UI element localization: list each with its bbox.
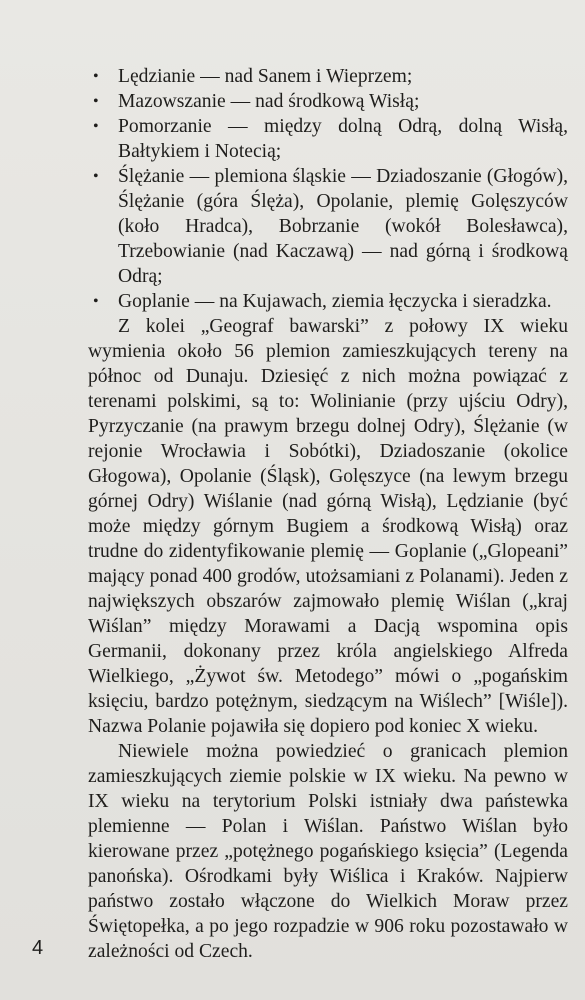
list-item <box>88 114 568 164</box>
bullet-icon: • <box>93 293 99 310</box>
list-item <box>88 289 568 314</box>
list-item-text: Pomorzanie — między dolną Odrą, dolną Wisłą, Bałtykiem i Notecią; <box>118 116 568 162</box>
page-number: 4 <box>32 937 44 959</box>
bullet-icon: • <box>93 168 99 185</box>
bullet-icon: • <box>93 68 99 85</box>
list-item <box>88 164 568 289</box>
page-content <box>88 64 568 964</box>
list-item-text: Goplanie — na Kujawach, ziemia łęczycka i sieradzka. <box>118 291 552 312</box>
paragraph-bavarian-geographer: Z kolei „Geograf bawarski” z połowy IX wieku wymienia około 56 plemion zamieszkujących tereny na północ od Dunaju. Dziesięć z nich można powiązać z terenami polskimi, są to: Wolinianie (przy ujściu Odry), Pyrzyczanie (na prawym brzegu dolnej Odry), Ślężanie (w rejonie Wrocławia i Sobótki), Dziadoszanie (okolice Głogowa), Opolanie (Śląsk), Golęszyce (na lewym brzegu górnej Odry) Wiślanie (nad górną Wisłą), Lędzianie (być może między górnym Bugiem a środkową Wisłą) oraz trudne do zidentyfikowanie plemię — Goplanie („Glopeani” mający ponad 400 grodów, utożsamiani z Polanami). Jeden z największych obszarów zajmowało plemię Wiślan („kraj Wiślan” między Morawami a Dacją wspomina opis Germanii, dokonany przez króla angielskiego Alfreda Wielkiego, „Żywot św. Metodego” mówi o „pogańskim księciu, bardzo potężnym, siedzącym na Wiślech” [Wiśle]). Nazwa Polanie pojawiła się dopiero pod koniec X wieku. <box>88 316 568 737</box>
tribe-list <box>88 64 568 314</box>
bullet-icon: • <box>93 93 99 110</box>
list-item-text: Ślężanie — plemiona śląskie — Dziadoszanie (Głogów), Ślężanie (góra Ślęża), Opolanie, plemię Golęszyców (koło Hradca), Bobrzanie (wokół Bolesławca), Trzebowianie (nad Kaczawą) — nad górną i środkową Odrą; <box>118 166 568 287</box>
list-item-text: Lędzianie — nad Sanem i Wieprzem; <box>118 66 413 87</box>
list-item <box>88 64 568 89</box>
bullet-icon: • <box>93 118 99 135</box>
list-item-text: Mazowszanie — nad środkową Wisłą; <box>118 91 420 112</box>
list-item <box>88 89 568 114</box>
paragraph-tribal-borders: Niewiele można powiedzieć o granicach plemion zamieszkujących ziemie polskie w IX wieku. Na pewno w IX wieku na terytorium Polski istniały dwa państewka plemienne — Polan i Wiślan. Państwo Wiślan było kierowane przez „potężnego pogańskiego księcia” (Legenda panońska). Ośrodkami były Wiślica i Kraków. Najpierw państwo zostało włączone do Wielkich Moraw przez Świętopełka, a po jego rozpadzie w 906 roku pozostawało w zależności od Czech. <box>88 741 568 962</box>
